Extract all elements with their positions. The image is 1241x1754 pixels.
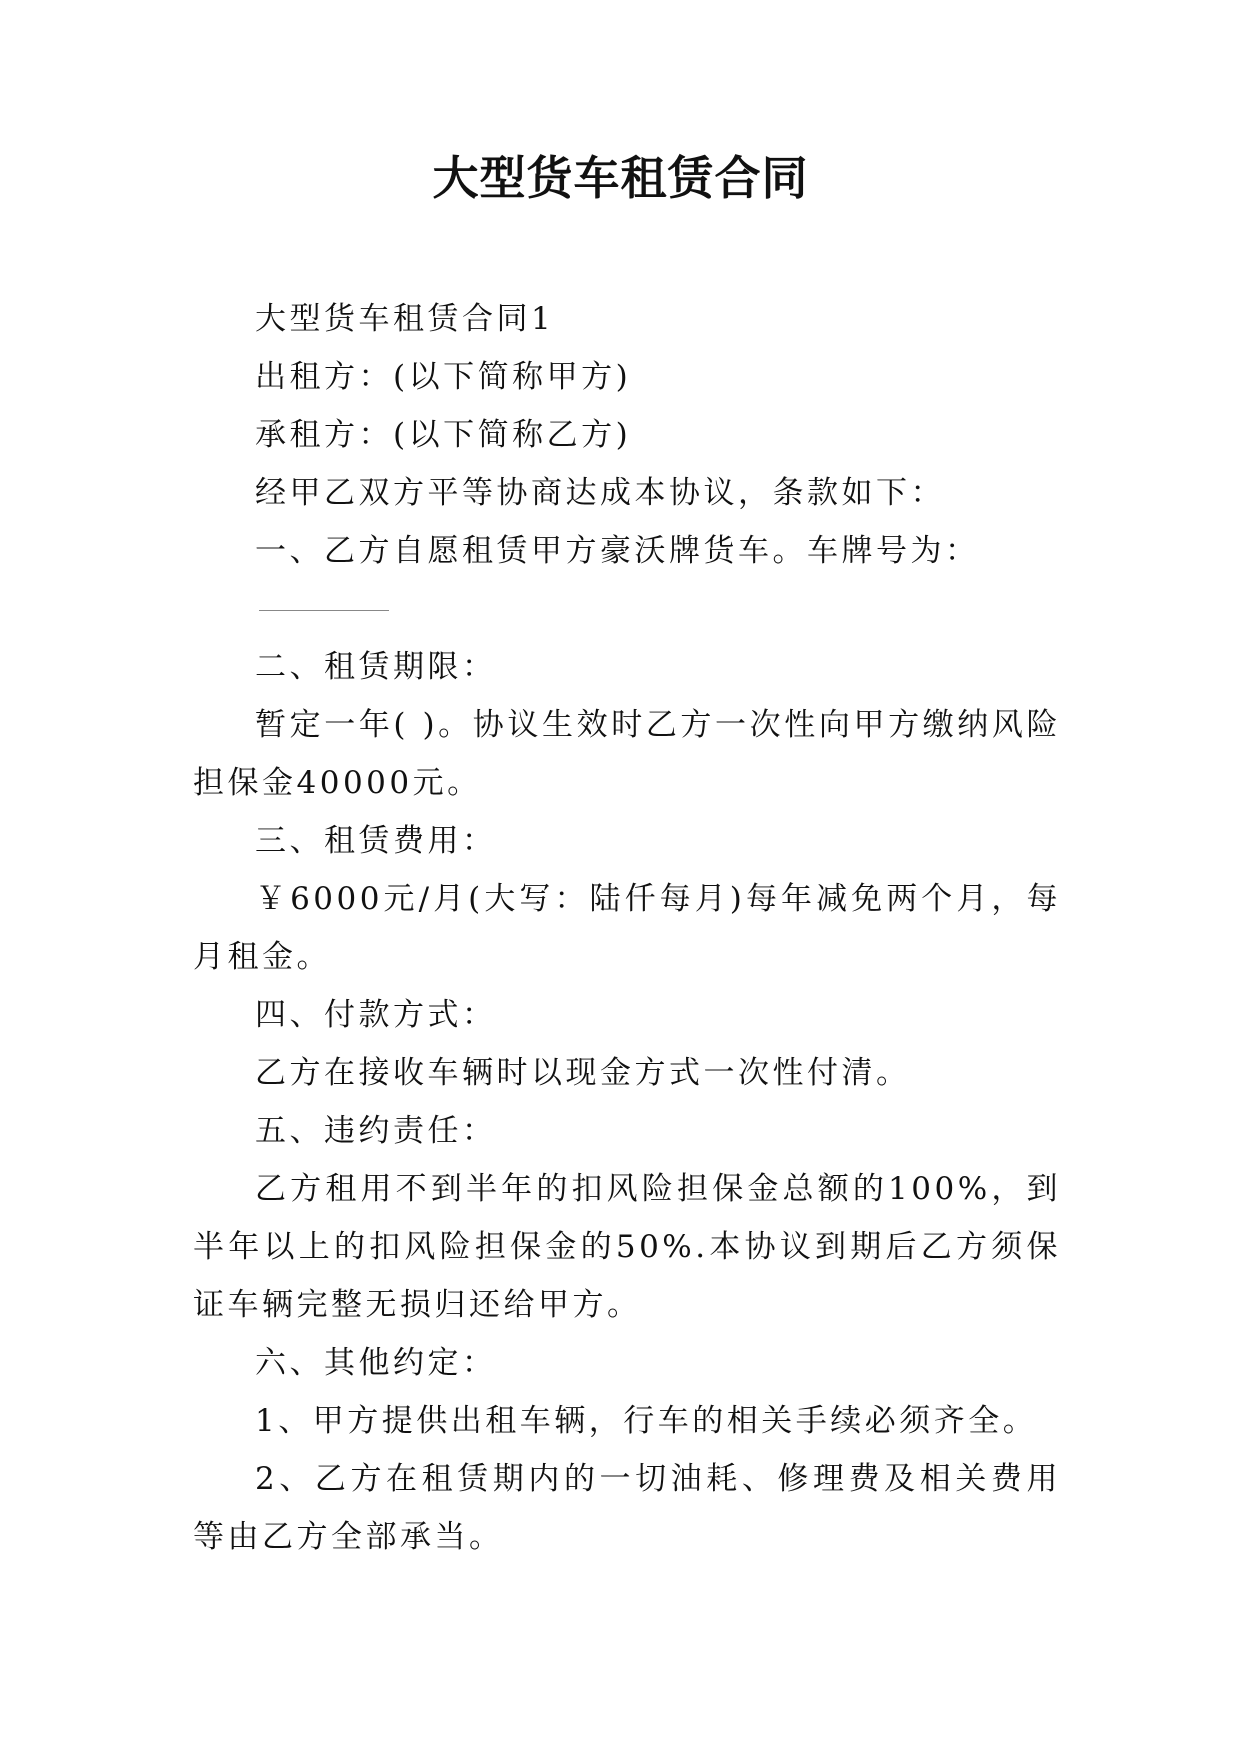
- paragraph-clause-5-heading: 五、违约责任：: [255, 1113, 497, 1149]
- paragraph-clause-2-body: 暂定一年( )。协议生效时乙方一次性向甲方缴纳风险担保金40000元。: [193, 707, 1061, 801]
- paragraph-clause-6-item-2: 2、乙方在租赁期内的一切油耗、修理费及相关费用等由乙方全部承当。: [193, 1461, 1061, 1555]
- paragraph-contract-number: 大型货车租赁合同1: [255, 301, 555, 337]
- paragraph-clause-6-item-1: 1、甲方提供出租车辆，行车的相关手续必须齐全。: [255, 1403, 1038, 1439]
- paragraph-clause-2-heading: 二、租赁期限：: [255, 649, 497, 685]
- paragraph-lessee: 承租方：(以下简称乙方): [255, 417, 632, 453]
- paragraph-preamble: 经甲乙双方平等协商达成本协议，条款如下：: [255, 475, 945, 511]
- plate-number-blank: [193, 580, 1061, 638]
- paragraph-clause-3-body: ￥6000元/月(大写：陆仟每月)每年减免两个月，每月租金。: [193, 881, 1061, 975]
- paragraph-clause-4-heading: 四、付款方式：: [255, 997, 497, 1033]
- blank-underline: [259, 610, 389, 611]
- document-body: [193, 290, 1061, 1566]
- paragraph-clause-3-heading: 三、租赁费用：: [255, 823, 497, 859]
- paragraph-clause-6-heading: 六、其他约定：: [255, 1345, 497, 1381]
- paragraph-clause-1: 一、乙方自愿租赁甲方豪沃牌货车。车牌号为：: [255, 533, 980, 569]
- document-title: 大型货车租赁合同: [432, 151, 809, 205]
- paragraph-lessor: 出租方：(以下简称甲方): [255, 359, 632, 395]
- paragraph-clause-5-body: 乙方租用不到半年的扣风险担保金总额的100%，到半年以上的扣风险担保金的50%.本协议到期后乙方须保证车辆完整无损归还给甲方。: [193, 1171, 1061, 1323]
- paragraph-clause-4-body: 乙方在接收车辆时以现金方式一次性付清。: [255, 1055, 911, 1091]
